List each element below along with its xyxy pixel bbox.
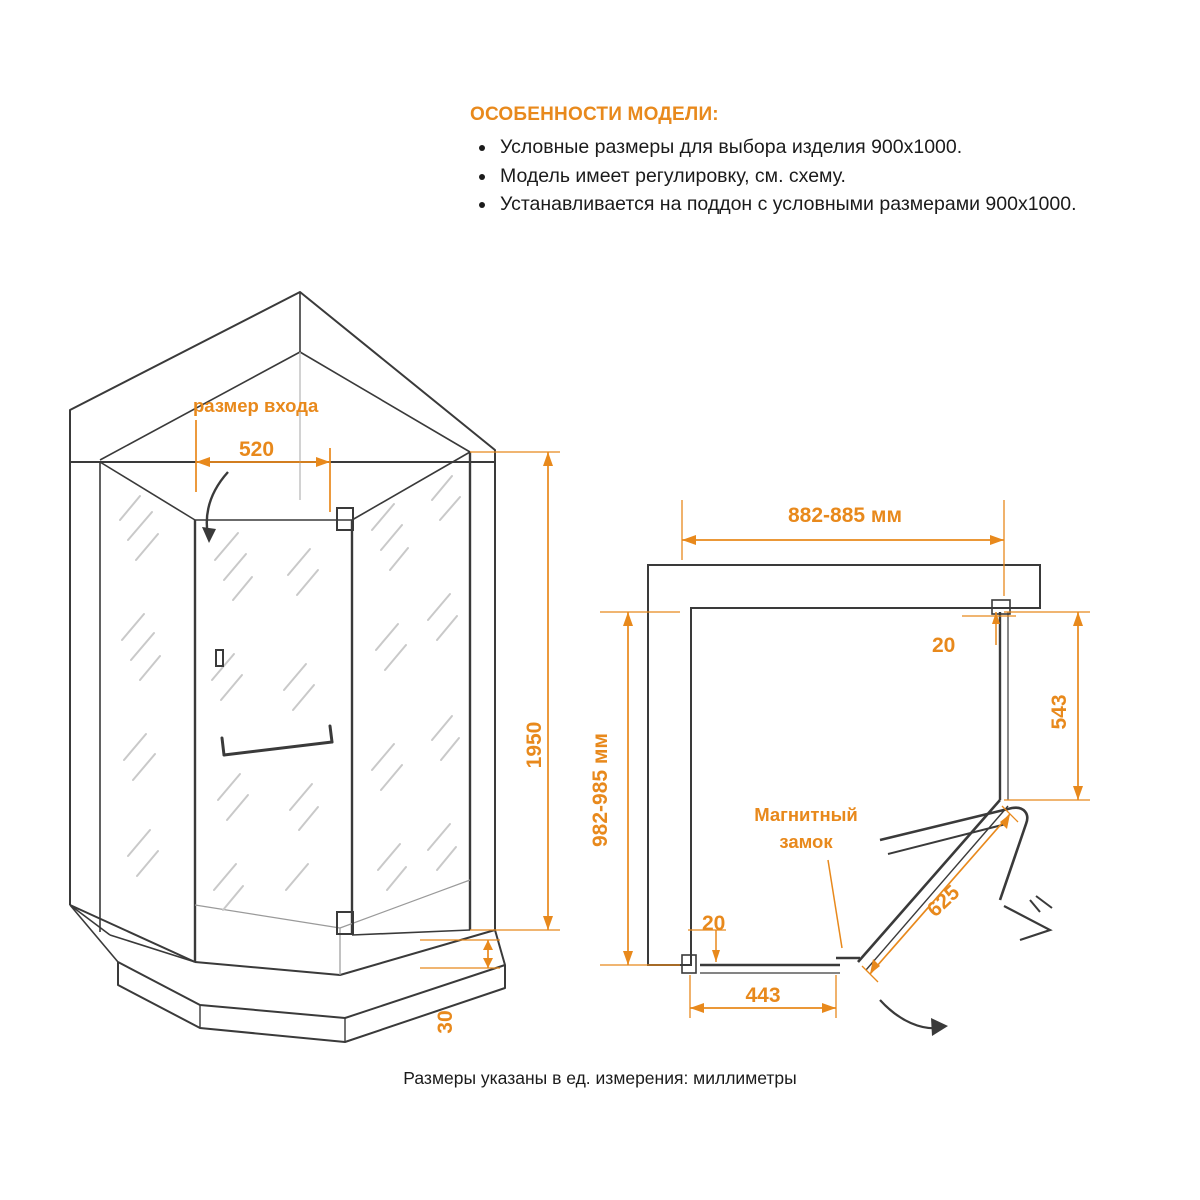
hinge-marks	[216, 508, 353, 934]
side-543-value: 543	[1048, 694, 1071, 730]
entrance-label: размер входа	[193, 395, 319, 416]
profile-bottom-value: 20	[702, 912, 726, 935]
top-width-value: 882-885 мм	[788, 504, 902, 527]
glass-hatching	[120, 476, 460, 910]
top-view-dimensions	[600, 500, 1090, 1018]
base-height-value: 30	[434, 1010, 457, 1034]
feature-item: Модель имеет регулировку, см. схему.	[496, 163, 1130, 191]
door-625-value: 625	[922, 880, 965, 922]
feature-item: Условные размеры для выбора изделия 900х1000.	[496, 134, 1130, 162]
wall-443-value: 443	[745, 984, 781, 1007]
swing-arrow	[880, 1000, 948, 1036]
top-depth-value: 982-985 мм	[589, 733, 612, 847]
enclosure-top	[70, 292, 495, 462]
open-direction-arrow	[202, 472, 228, 543]
front-view-dimensions	[196, 420, 560, 968]
feature-item: Устанавливается на поддон с условными размерами 900х1000.	[496, 191, 1130, 219]
magnetic-lock-label-line1: Магнитный	[754, 804, 858, 825]
profile-top-value: 20	[932, 634, 956, 657]
units-caption: Размеры указаны в ед. измерения: миллиметры	[403, 1068, 797, 1088]
magnetic-lock-label-line2: замок	[779, 831, 833, 852]
features-title: ОСОБЕННОСТИ МОДЕЛИ:	[470, 104, 719, 125]
entrance-width-value: 520	[239, 438, 275, 461]
height-value: 1950	[523, 721, 546, 769]
door-handle	[222, 726, 332, 755]
